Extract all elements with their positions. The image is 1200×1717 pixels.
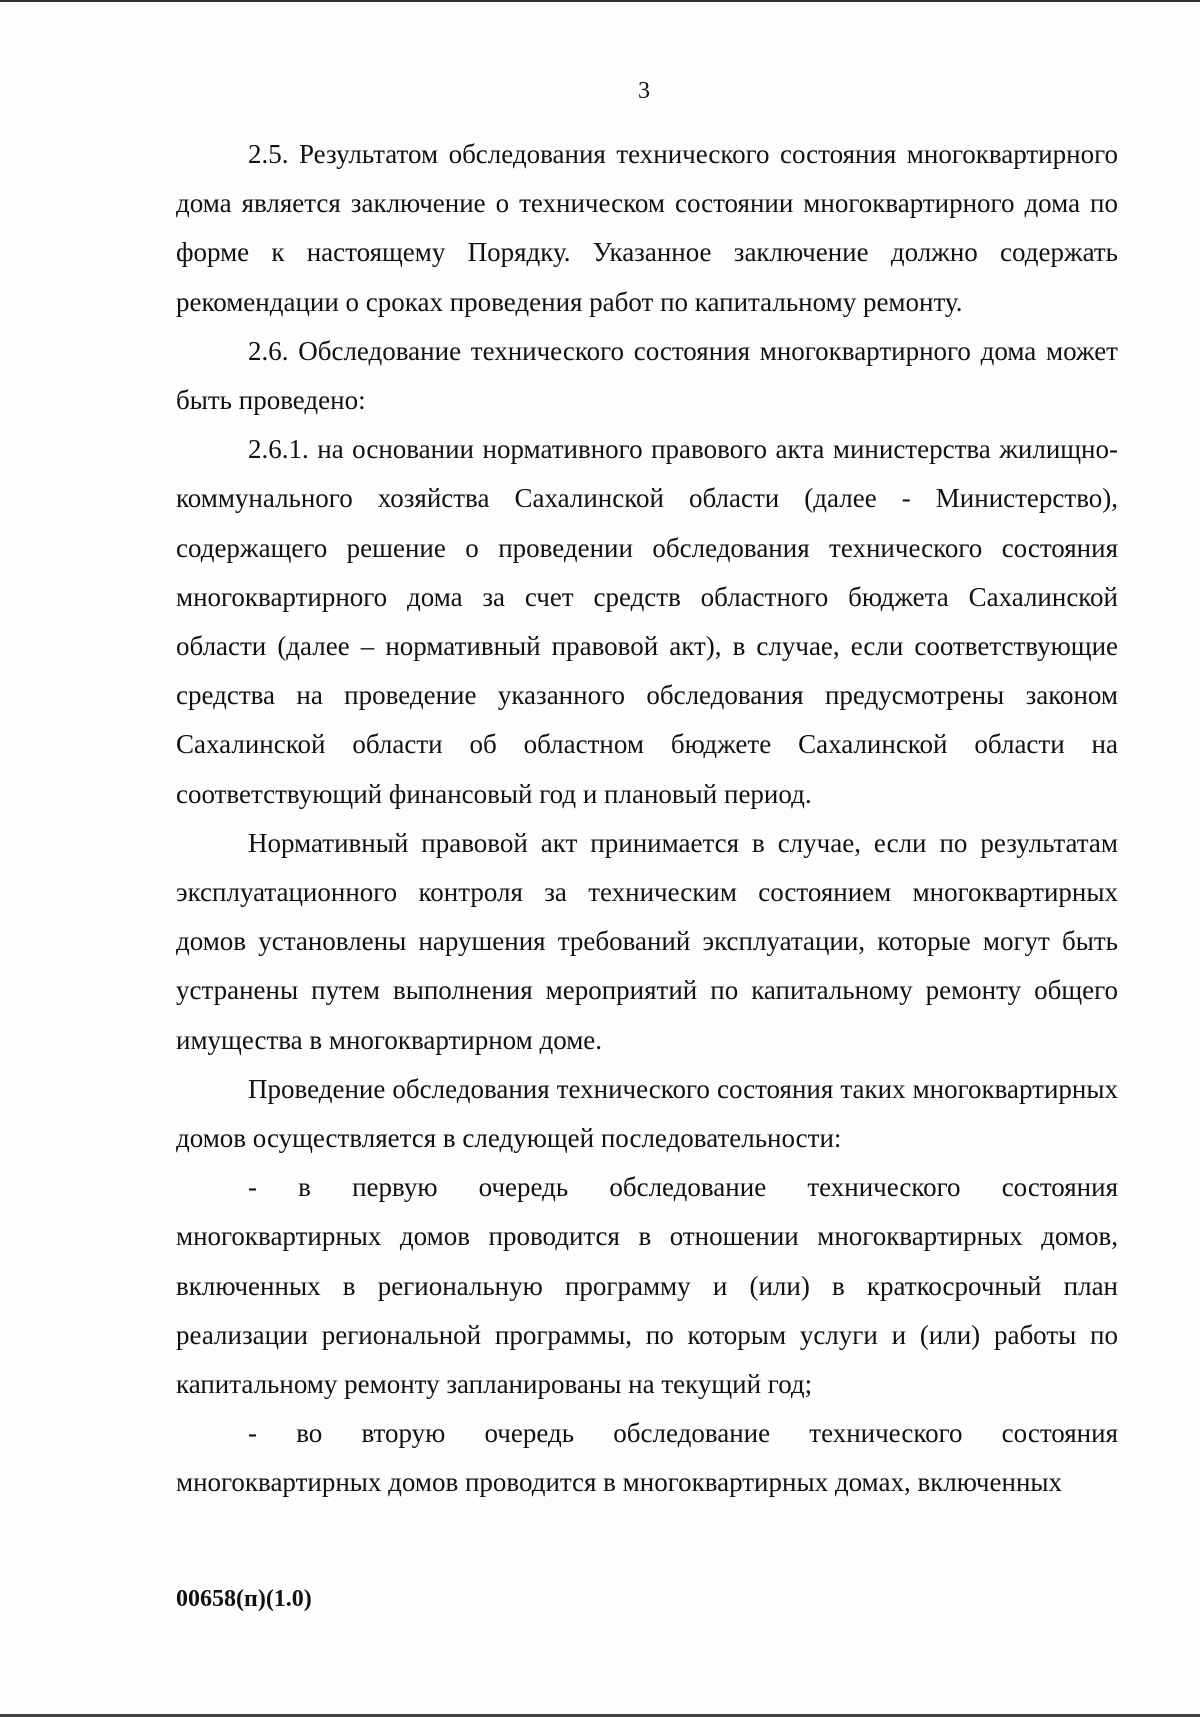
- paragraph-normative-act: Нормативный правовой акт принимается в случае, если по результатам эксплуатационного контроля за техническим состоянием многоквартирных домов установлены нарушения требований эксплуатации, которые могут быть устранены путем выполнения мероприятий по капитальному ремонту общего имущества в многоквартирном доме.: [176, 827, 1118, 1055]
- paragraph-sequence: Проведение обследования технического состояния таких многоквартирных домов осуществляется в следующей последовательности:: [176, 1073, 1118, 1154]
- paragraph-2-6: 2.6. Обследование технического состояния многоквартирного дома может быть проведено:: [176, 335, 1118, 416]
- paragraph-2-6-1: 2.6.1. на основании нормативного правового акта министерства жилищно-коммунального хозяйства Сахалинской области (далее - Министерство), содержащего решение о проведении обследования технического состояния многоквартирного дома за счет средств областного бюджета Сахалинской области (далее – нормативный правовой акт), в случае, если соответствующие средства на проведение указанного обследования предусмотрены законом Сахалинской области об областном бюджете Сахалинской области на соответствующий финансовый год и плановый период.: [176, 434, 1118, 809]
- document-code: 00658(п)(1.0): [176, 1586, 312, 1612]
- page-number: 3: [638, 78, 650, 104]
- scan-top-edge: [0, 0, 1200, 2]
- list-item-first-priority: - в первую очередь обследование технического состояния многоквартирных домов проводится в отношении многоквартирных домов, включенных в региональную программу и (или) в краткосрочный план реализации региональной программы, по которым услуги и (или) работы по капитальному ремонту запланированы на текущий год;: [176, 1172, 1118, 1400]
- paragraph-2-5: 2.5. Результатом обследования технического состояния многоквартирного дома является заключение о техническом состоянии многоквартирного дома по форме к настоящему Порядку. Указанное заключение должно содержать рекомендации о сроках проведения работ по капитальному ремонту.: [176, 139, 1118, 317]
- list-item-second-priority: - во вторую очередь обследование технического состояния многоквартирных домов проводится в многоквартирных домах, включенных: [176, 1418, 1118, 1498]
- document-body: [176, 130, 1118, 1508]
